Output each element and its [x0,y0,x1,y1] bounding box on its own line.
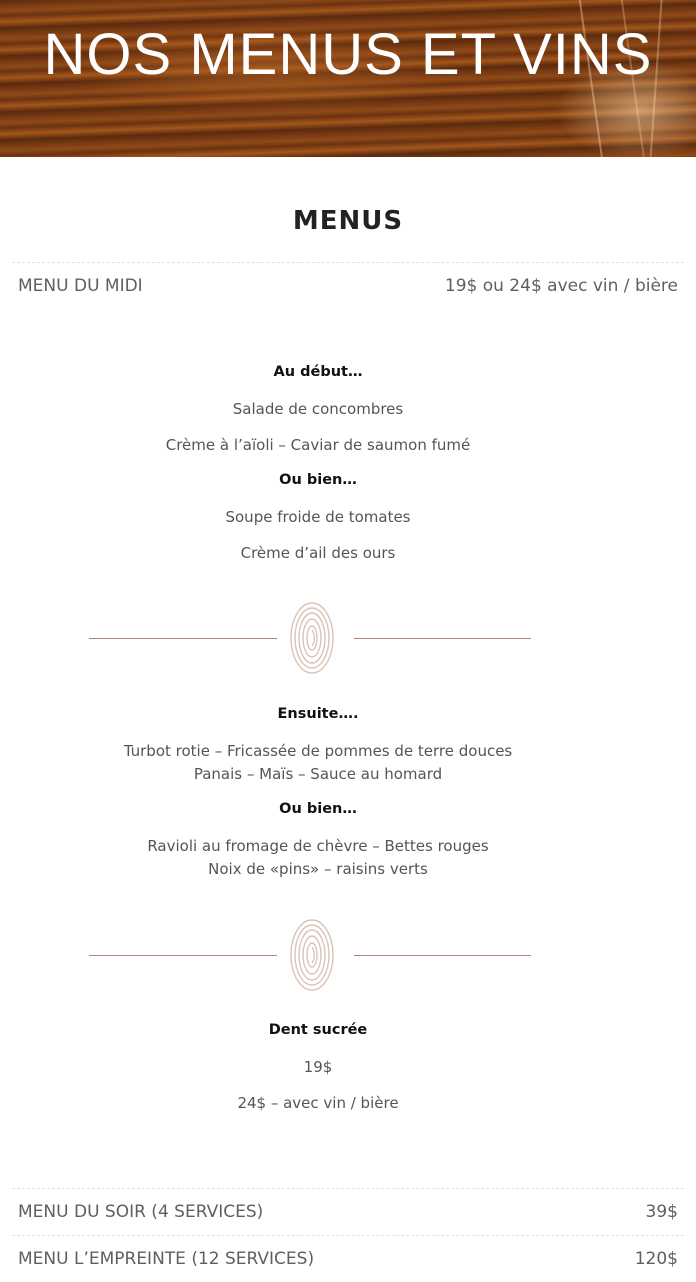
menu-name: MENU L’EMPREINTE (12 SERVICES) [18,1249,315,1269]
menu-name: MENU DU SOIR (4 SERVICES) [18,1202,264,1222]
dish-line: Crème à l’aïoli – Caviar de saumon fumé [165,436,471,454]
dish-line: Panais – Maïs – Sauce au homard [193,765,443,783]
price-line: 19$ [303,1058,333,1076]
menu-price: 120$ [634,1249,678,1269]
menu-row-empreinte[interactable] [12,1235,684,1282]
course-heading: Au début… [273,364,363,380]
menu-price: 39$ [645,1202,678,1222]
course-heading: Ou bien… [279,801,357,817]
menu-price: 19$ ou 24$ avec vin / bière [444,276,678,296]
page-title: NOS MENUS ET VINS [43,22,653,87]
dish-line: Crème d’ail des ours [240,544,396,562]
menu-name: MENU DU MIDI [18,276,143,296]
divider-line [89,638,277,639]
divider-line [354,955,531,956]
hero-banner [0,0,696,157]
dish-line: Soupe froide de tomates [225,508,411,526]
course-heading: Ou bien… [279,472,357,488]
section-divider [89,600,531,680]
section-title: MENUS [292,206,404,236]
fingerprint-icon [288,917,336,993]
price-line: 24$ – avec vin / bière [237,1094,399,1112]
divider-line [354,638,531,639]
course-heading: Ensuite…. [277,706,359,722]
menu-row-midi[interactable] [12,262,684,309]
dish-line: Salade de concombres [232,400,404,418]
fingerprint-icon [288,600,336,676]
dish-line: Ravioli au fromage de chèvre – Bettes rouges [147,837,489,855]
section-divider [89,917,531,997]
dish-line: Noix de «pins» – raisins verts [208,860,428,878]
course-heading: Dent sucrée [268,1022,368,1038]
dish-line: Turbot rotie – Fricassée de pommes de terre douces [123,742,513,760]
menu-row-soir[interactable] [12,1188,684,1235]
divider-line [89,955,277,956]
